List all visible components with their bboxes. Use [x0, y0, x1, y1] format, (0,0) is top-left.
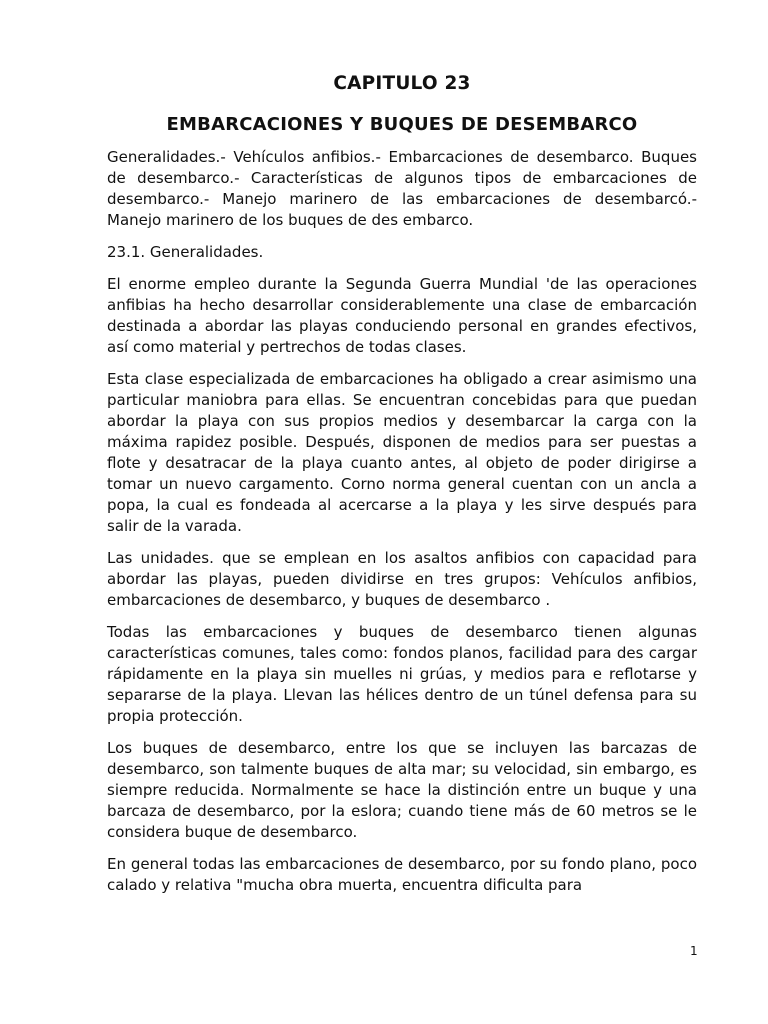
- body-paragraph: Las unidades. que se emplean en los asaltos anfibios con capacidad para abordar las playas, pueden dividirse en tres grupos: Vehículos anfibios, embarcaciones de desembarco, y buques de desembarco .: [107, 549, 697, 609]
- body-paragraph: Esta clase especializada de embarcaciones ha obligado a crear asimismo una particular maniobra para ellas. Se encuentran concebidas para que puedan abordar la playa con sus propios medios y desembarcar la carga con la máxima rapidez posible. Después, disponen de medios para ser puestas a flote y desatracar de la playa cuanto antes, al objeto de poder dirigirse a tomar un nuevo cargamento. Corno norma general cuentan con un ancla a popa, la cual es fondeada al acercarse a la playa y les sirve después para salir de la varada.: [107, 370, 697, 535]
- summary-paragraph: Generalidades.- Vehículos anfibios.- Embarcaciones de desembarco. Buques de desembarco.- Características de algunos tipos de embarcaciones de desembarco.- Manejo marinero de las embarcaciones de desembarcó.- Manejo marinero de los buques de des embarco.: [107, 148, 697, 229]
- body-paragraph: En general todas las embarcaciones de desembarco, por su fondo plano, poco calado y relativa "mucha obra muerta, encuentra dificulta para: [107, 855, 697, 894]
- body-paragraph: Todas las embarcaciones y buques de desembarco tienen algunas características comunes, tales como: fondos planos, facilidad para des cargar rápidamente en la playa sin muelles ni grúas, y medios para e reflotarse y separarse de la playa. Llevan las hélices dentro de un túnel defensa para su propia protección.: [107, 623, 697, 725]
- chapter-heading: CAPITULO 23: [333, 73, 471, 94]
- document-body: [107, 72, 697, 907]
- body-paragraph: El enorme empleo durante la Segunda Guerra Mundial 'de las operaciones anfibias ha hecho desarrollar considerablemente una clase de embarcación destinada a abordar las playas conduciendo personal en grandes efectivos, así como material y pertrechos de todas clases.: [107, 275, 697, 356]
- section-heading: 23.1. Generalidades.: [107, 243, 264, 261]
- page-number: 1: [690, 944, 698, 958]
- chapter-title: EMBARCACIONES Y BUQUES DE DESEMBARCO: [166, 114, 638, 135]
- body-paragraph: Los buques de desembarco, entre los que se incluyen las barcazas de desembarco, son talmente buques de alta mar; su velocidad, sin embargo, es siempre reducida. Normalmente se hace la distinción entre un buque y una barcaza de desembarco, por la eslora; cuando tiene más de 60 metros se le considera buque de desembarco.: [107, 739, 697, 841]
